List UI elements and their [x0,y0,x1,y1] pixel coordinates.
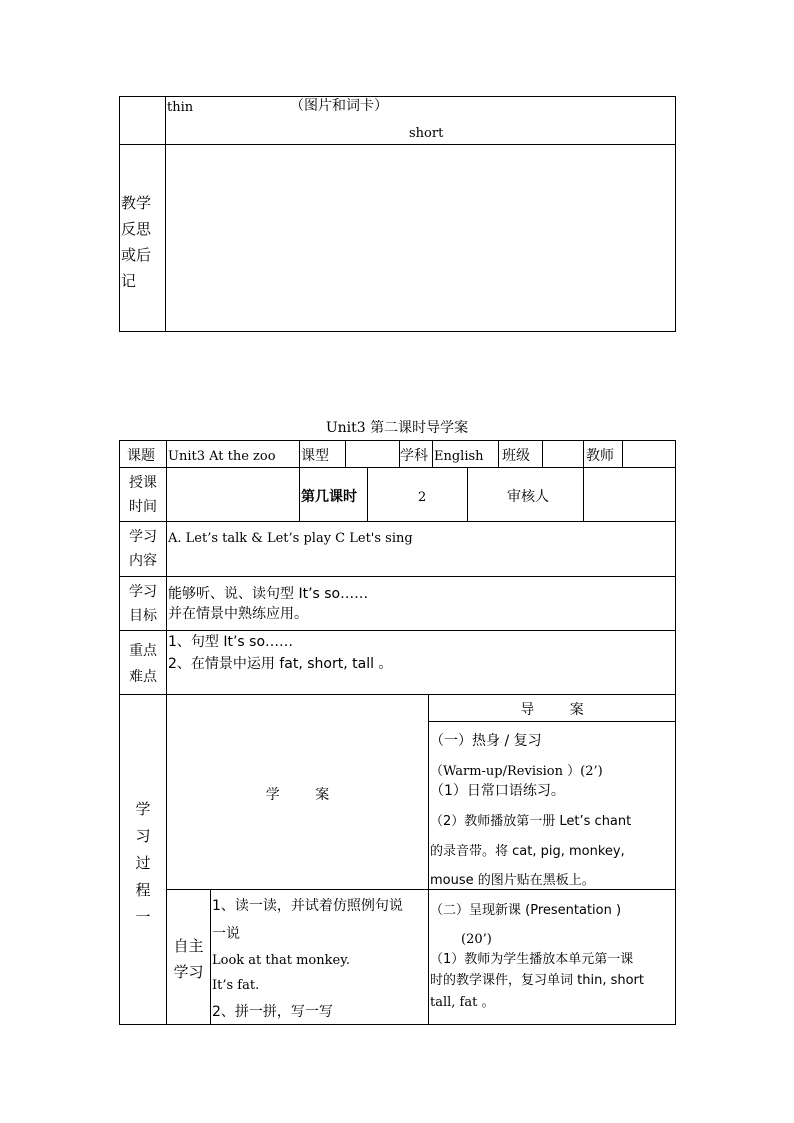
self-study-line [166,889,676,890]
self-study-line: 2、拼一拼，写一写 [212,1004,333,1020]
goal-label-line: 学习 [129,584,157,600]
class-label: 班级 [502,448,530,464]
goal-line-2: 并在情景中熟练应用。 [168,606,308,622]
goal-line-1: 能够听、说、读句型 It’s so…… [168,586,369,602]
word-short: short [409,126,444,141]
col-line [299,467,300,522]
row-line [119,576,676,577]
col-line [367,467,368,522]
self-study-label-line: 学习 [173,963,204,981]
pictures-and-cards-note: （图片和词卡） [290,98,388,114]
reflection-label-line: 反思 [121,220,152,238]
reflection-label-line: 或后 [121,246,152,264]
guide-line: 的录音带。将 cat, pig, monkey, [430,844,625,859]
subject-value: English [434,449,484,464]
guide-heading-line [429,721,676,722]
content-label-line: 内容 [129,553,157,569]
guide-line: mouse 的图片贴在黑板上。 [430,873,595,888]
time-label-line: 授课 [129,475,157,491]
key-label-line: 重点 [129,643,157,659]
self-study-line: 一说 [212,926,240,942]
goal-label-line: 目标 [129,608,157,624]
row-line [119,630,676,631]
reflection-label [121,190,163,294]
process-label-line: 过 [135,854,151,872]
guide-plan-heading: 导 案 [520,702,584,718]
top-table-divider [119,144,676,145]
key-line-1: 1、句型 It’s so…… [168,634,294,650]
col-line [583,467,584,522]
time-label-line: 时间 [129,499,157,515]
plan-border-right [675,440,676,1025]
presentation-line: （1）教师为学生播放本单元第一课 [430,952,634,967]
study-plan-heading: 学 案 [265,787,330,803]
col-line [622,440,623,468]
top-table-border-top [119,96,676,97]
top-table-border-right [675,96,676,332]
presentation-line: 时的教学课件，复习单词 thin, short [430,973,644,988]
process-label-line: 程 [135,881,151,899]
period-value: 2 [418,490,427,505]
row-line [119,694,676,695]
goal-label [120,580,166,628]
process-label [120,796,166,931]
self-study-line: Look at that monkey. [212,953,350,968]
plan-border-bottom [119,1024,676,1025]
presentation-line: (20’) [461,932,492,947]
col-line [542,440,543,468]
self-study-line: It’s fat. [212,978,260,993]
reflection-label-line: 记 [121,272,137,290]
guide-line: （1）日常口语练习。 [430,783,565,799]
key-label-line: 难点 [129,669,157,685]
reviewer-label: 审核人 [507,489,549,505]
guide-line: （Warm-up/Revision ）(2’) [430,764,603,779]
topic-label: 课题 [127,448,155,464]
period-label: 第几课时 [301,489,357,505]
col-line [299,440,300,468]
row-line [119,521,676,522]
plan-border-top [119,440,676,441]
guide-line: （一）热身 / 复习 [430,733,542,749]
reflection-label-line: 教学 [121,194,152,212]
content-label [120,525,166,573]
row-line [119,467,676,468]
col-line [467,467,468,522]
col-line [583,440,584,468]
key-line-2: 2、在情景中运用 fat, short, tall 。 [168,656,393,672]
teacher-label: 教师 [586,448,614,464]
top-table-col-divider [165,96,166,332]
word-thin: thin [167,100,194,115]
content-label-line: 学习 [129,529,157,545]
self-study-col-line [210,889,211,1025]
guide-line: （2）教师播放第一册 Let’s chant [430,814,632,829]
process-col-line [428,694,429,1025]
subject-label: 学科 [400,448,428,464]
key-label [120,638,166,690]
self-study-line: 1、读一读，并试着仿照例句说 [212,898,403,914]
topic-value: Unit3 At the zoo [168,449,276,464]
process-label-line: 习 [135,827,151,845]
top-table-border-left [119,96,120,332]
self-study-label [167,933,210,985]
type-label: 课型 [301,448,329,464]
self-study-label-line: 自主 [173,937,204,955]
col-line [432,440,433,468]
process-label-line: 学 [135,800,151,818]
plan-title: Unit3 第二课时导学案 [325,420,469,436]
time-label [120,471,166,519]
top-table-border-bottom [119,331,676,332]
col-line [345,440,346,468]
content-value: A. Let’s talk & Let’s play C Let's sing [168,531,413,546]
presentation-line: （二）呈现新课 (Presentation ) [430,903,622,918]
col-line [498,440,499,468]
presentation-line: tall, fat 。 [430,995,495,1010]
process-label-line: 一 [135,908,151,926]
